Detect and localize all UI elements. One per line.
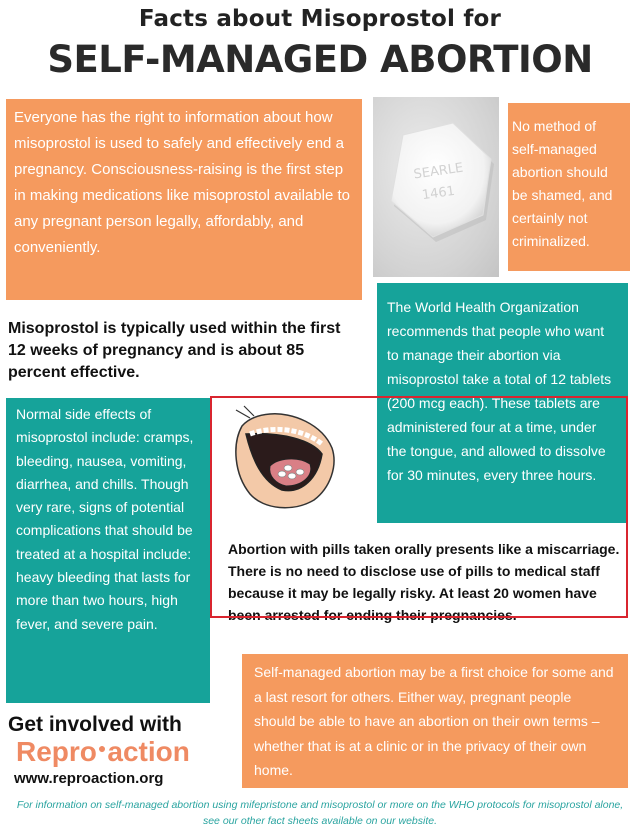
website-link[interactable]: www.reproaction.org <box>14 770 164 787</box>
page-title-line2: SELF-MANAGED ABORTION <box>47 38 593 81</box>
logo-part2: action <box>107 736 190 767</box>
who-recommendation-box: The World Health Organization recommends that people who want to manage their abortion via misoprostol take a total of 12 tablets (200 mcg each). These tablets are administered four at a time, under the tongue, and allowed to dissolve for 30 minutes, every three hours. <box>377 283 628 523</box>
pill-imprint-line1: SEARLE <box>412 160 465 183</box>
pill-photo <box>373 97 499 277</box>
highlight-frame <box>210 396 628 618</box>
side-effects-box: Normal side effects of misoprostol include: cramps, bleeding, nausea, vomiting, diarrhea, and chills. Though very rare, signs of potential complications that should be treated at a hospital include: heavy bleeding that lasts for more than two hours, high fever, and severe pain. <box>6 398 210 703</box>
reproaction-logo <box>16 736 236 768</box>
choice-box: Self-managed abortion may be a first choice for some and a last resort for others. Either way, pregnant people should be able to have an abortion on their own terms – whether that is at a clinic or in the privacy of their own home. <box>242 654 628 788</box>
effectiveness-statement: Misoprostol is typically used within the first 12 weeks of pregnancy and is about 85 percent effective. <box>8 320 341 381</box>
logo-part1: Repro <box>16 736 97 767</box>
logo-dot: ● <box>97 740 107 756</box>
no-method-box: No method of self-managed abortion should be shamed, and certainly not criminalized. <box>508 103 630 271</box>
get-involved-label: Get involved with <box>8 713 182 736</box>
page-title-line1: Facts about Misoprostol for <box>138 6 502 32</box>
pill-imprint-line2: 1461 <box>421 183 456 204</box>
oral-pills-statement: Abortion with pills taken orally presents like a miscarriage. There is no need to disclose use of pills to medical staff because it may be legally risky. At least 20 women have been arrested for ending their pregnancies. <box>228 541 620 623</box>
footer-note: For information on self-managed abortion using mifepristone and misoprostol or more on the WHO protocols for misoprostol alone, see our other fact sheets available on our website. <box>16 799 624 827</box>
intro-box: Everyone has the right to information about how misoprostol is used to safely and effectively end a pregnancy. Consciousness-raising is the first step in making medications like misoprostol available to any pregnant person legally, affordably, and conveniently. <box>6 99 362 300</box>
